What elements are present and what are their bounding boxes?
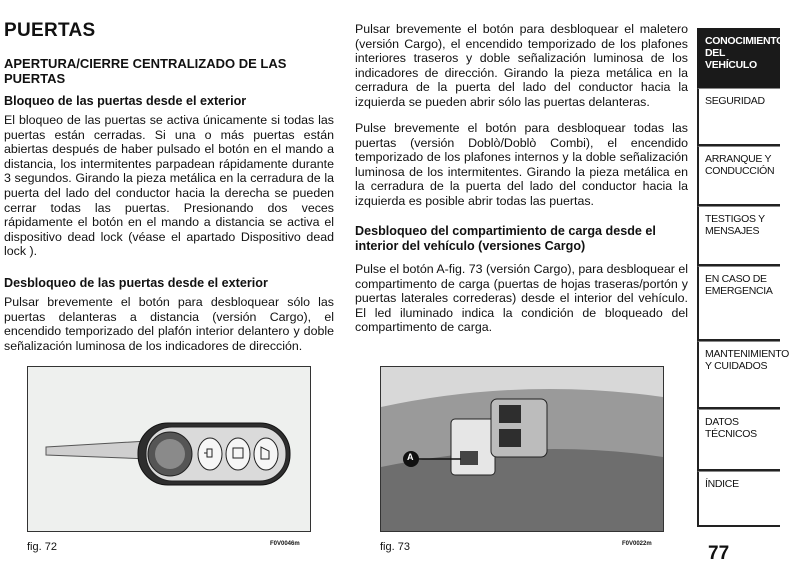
page-title: PUERTAS	[4, 20, 96, 41]
key-fob-illustration	[28, 367, 310, 531]
heading-unlock-cargo: Desbloqueo del compartimiento de carga desde el interior del vehículo (versiones Cargo)	[355, 224, 656, 253]
door-panel-illustration	[381, 367, 663, 531]
tab-arranque[interactable]: ARRANQUE Y CONDUCCIÓN	[697, 146, 780, 206]
tab-mantenimiento[interactable]: MANTENIMIENTO Y CUIDADOS	[697, 341, 780, 409]
page-number: 77	[708, 543, 730, 564]
tab-emergencia[interactable]: EN CASO DE EMERGENCIA	[697, 266, 780, 341]
tab-conocimiento[interactable]: CONOCIMIENTO DEL VEHÍCULO	[697, 28, 780, 88]
figure-73-code: F0V0022m	[622, 541, 652, 547]
figure-73-caption: fig. 73	[380, 541, 410, 553]
text-lock-exterior: El bloqueo de las puertas se activa únicamente si todas las puertas están cerradas. Si una o más puertas están abiertas después de haber pulsado el botón en el mando a distancia, los intermitentes parpadean rápidamente durante 3 segundos. Girando la pieza metálica en la cerradura de la puerta del lado del conductor hacia la derecha se pueden cerrar todas las puertas. Presionando dos veces rápidamente el botón en el mando a distancia se activa el dispositivo dead lock (véase el apartado Dispositivo dead lock ).	[4, 113, 334, 259]
figure-72-code: F0V0046m	[270, 541, 300, 547]
callout-a-label: A	[407, 452, 414, 462]
heading-lock-exterior: Bloqueo de las puertas desde el exterior	[4, 94, 247, 108]
text-unlock-cargo: Pulse el botón A-fig. 73 (versión Cargo), para desbloquear el compartimento de carga (puertas de hojas traseras/portón y puertas laterales correderas) desde el interior del vehículo. El led iluminado indica la condición de bloqueado del compartimento de carga.	[355, 262, 688, 335]
text-unlock-trunk: Pulsar brevemente el botón para desbloquear el maletero (versión Cargo), el encendido temporizado de los plafones interiores traseros y doble señalización luminosa de los indicadores de dirección. Girando la pieza metálica en la cerradura de la puerta del lado del conductor hacia la izquierda se pueden abrir sólo las puertas delanteras.	[355, 22, 688, 109]
tab-indice[interactable]: ÍNDICE	[697, 471, 780, 527]
heading-unlock-exterior: Desbloqueo de las puertas desde el exterior	[4, 276, 268, 290]
text-unlock-exterior: Pulsar brevemente el botón para desbloquear sólo las puertas delanteras a distancia (versión Cargo), el encendido temporizado del plafón interior delantero y doble señalización luminosa de los indicadores de dirección.	[4, 295, 334, 353]
section-subtitle: APERTURA/CIERRE CENTRALIZADO DE LAS PUERTAS	[4, 56, 287, 86]
text-unlock-all: Pulse brevemente el botón para desbloquear todas las puertas (versión Doblò/Doblò Combi), el encendido temporizado de los plafones internos y la doble señalización luminosa de los intermitentes. Girando la pieza metálica en la cerradura de la puerta del lado del conductor hacia la izquierda es posible abrir todas las puertas.	[355, 121, 688, 208]
tab-datos-tecnicos[interactable]: DATOS TÉCNICOS	[697, 409, 780, 471]
figure-73	[380, 366, 664, 532]
figure-72	[27, 366, 311, 532]
tab-testigos[interactable]: TESTIGOS Y MENSAJES	[697, 206, 780, 266]
figure-72-caption: fig. 72	[27, 541, 57, 553]
tab-seguridad[interactable]: SEGURIDAD	[697, 88, 780, 146]
